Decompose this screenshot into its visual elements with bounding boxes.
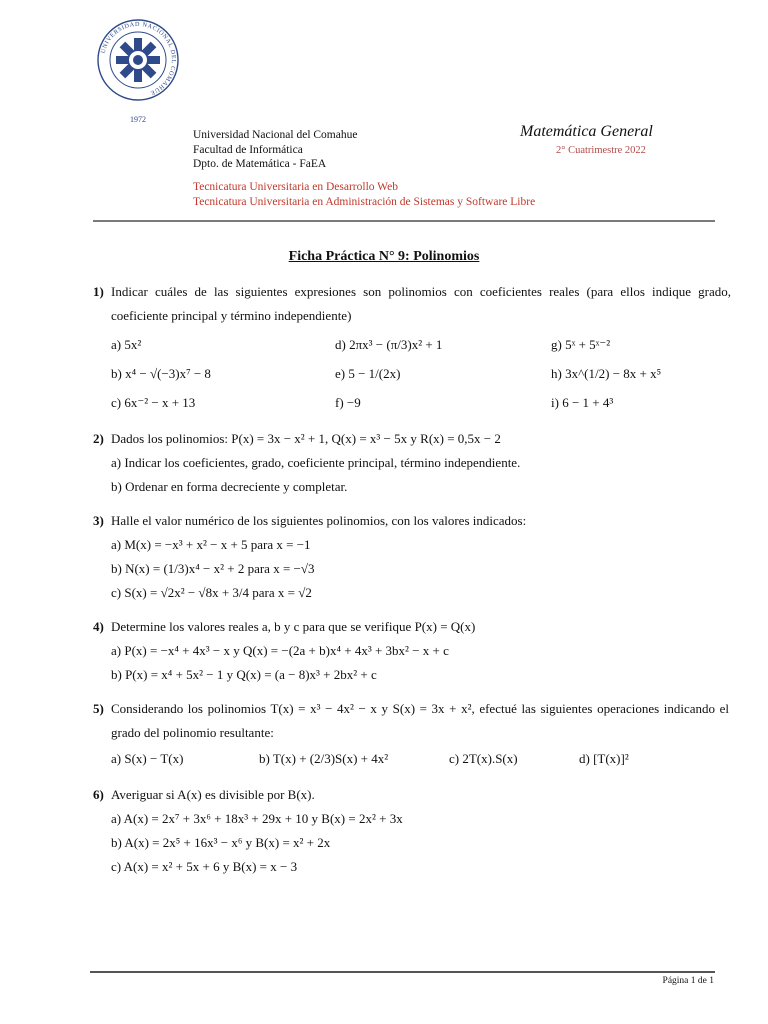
footer-divider — [90, 971, 715, 973]
page-number: Página 1 de 1 — [662, 976, 714, 986]
exercise-1 — [93, 280, 731, 417]
exercise-2 — [93, 427, 715, 499]
exercise-item: a) A(x) = 2x⁷ + 3x⁶ + 18x³ + 29x + 10 y B(x) = 2x² + 3x — [111, 811, 403, 826]
exercise-item: g) 5ˣ + 5ˣ⁻² — [551, 337, 611, 352]
exercise-item: d) 2πx³ − (π/3)x² + 1 — [335, 337, 443, 352]
exercise-item: c) S(x) = √2x² − √8x + 3/4 para x = √2 — [111, 585, 312, 600]
exercise-number: 1) — [93, 284, 104, 299]
exercise-item: a) M(x) = −x³ + x² − x + 5 para x = −1 — [111, 537, 311, 552]
department-name: Dpto. de Matemática - FaEA — [193, 158, 327, 170]
exercise-item: b) x⁴ − √(−3)x⁷ − 8 — [111, 366, 211, 381]
header-divider — [93, 220, 715, 222]
exercise-item: e) 5 − 1/(2x) — [335, 366, 401, 381]
exercise-statement: Determine los valores reales a, b y c para que se verifique P(x) = Q(x) — [111, 619, 476, 634]
exercise-item: f) −9 — [335, 395, 361, 410]
exercise-item: a) S(x) − T(x) — [111, 751, 184, 766]
exercise-4 — [93, 615, 715, 687]
course-term: 2° Cuatrimestre 2022 — [556, 145, 646, 156]
exercise-3 — [93, 509, 715, 605]
exercise-item: c) A(x) = x² + 5x + 6 y B(x) = x − 3 — [111, 859, 298, 874]
programs-block — [193, 180, 535, 209]
course-title: Matemática General — [520, 123, 653, 140]
exercise-item: c) 6x⁻² − x + 13 — [111, 395, 196, 410]
seal-year: 1972 — [130, 115, 146, 124]
exercise-item: c) 2T(x).S(x) — [449, 751, 518, 766]
program-1: Tecnicatura Universitaria en Desarrollo Web — [193, 181, 398, 193]
program-2: Tecnicatura Universitaria en Administración de Sistemas y Software Libre — [193, 195, 536, 208]
exercise-item: b) P(x) = x⁴ + 5x² − 1 y Q(x) = (a − 8)x³ + 2bx² + c — [111, 667, 377, 682]
exercise-item: i) 6 − 1 + 4³ — [551, 395, 614, 410]
exercise-item: b) N(x) = (1/3)x⁴ − x² + 2 para x = −√3 — [111, 561, 315, 576]
exercise-number: 6) — [93, 787, 104, 802]
document-title: Ficha Práctica N° 9: Polinomios — [288, 249, 480, 264]
exercise-6 — [93, 783, 715, 879]
seal-ring-text: UNIVERSIDAD NACIONAL DEL COMAHUE — [99, 20, 178, 97]
institution-block — [193, 128, 357, 172]
exercise-item: b) A(x) = 2x⁵ + 16x³ − x⁶ y B(x) = x² + 2x — [111, 835, 331, 850]
exercise-item: h) 3x^(1/2) − 8x + x⁵ — [551, 366, 662, 381]
university-name: Universidad Nacional del Comahue — [193, 129, 358, 141]
exercise-number: 3) — [93, 513, 104, 528]
exercise-statement: Dados los polinomios: P(x) = 3x − x² + 1, Q(x) = x³ − 5x y R(x) = 0,5x − 2 — [111, 431, 501, 446]
exercise-list — [93, 280, 731, 889]
exercise-statement: Considerando los polinomios T(x) = x³ − 4x² − x y S(x) = 3x + x², efectué las siguientes operaciones indicando el grado del polinomio resultante: — [111, 701, 729, 740]
exercise-item: b) Ordenar en forma decreciente y completar. — [111, 479, 348, 494]
exercise-item: a) P(x) = −x⁴ + 4x³ − x y Q(x) = −(2a + b)x⁴ + 4x³ + 3bx² − x + c — [111, 643, 449, 658]
exercise-number: 4) — [93, 619, 104, 634]
exercise-statement: Halle el valor numérico de los siguientes polinomios, con los valores indicados: — [111, 513, 527, 528]
exercise-item: a) 5x² — [111, 337, 142, 352]
exercise-number: 2) — [93, 431, 104, 446]
exercise-item: a) Indicar los coeficientes, grado, coeficiente principal, término independiente. — [111, 455, 521, 470]
university-seal-logo — [94, 12, 182, 124]
faculty-name: Facultad de Informática — [193, 143, 303, 156]
exercise-number: 5) — [93, 701, 104, 716]
exercise-statement: Averiguar si A(x) es divisible por B(x). — [111, 787, 315, 802]
exercise-5 — [93, 697, 729, 773]
exercise-item: b) T(x) + (2/3)S(x) + 4x² — [259, 751, 389, 766]
exercise-item: d) [T(x)]² — [579, 751, 629, 766]
university-seal-icon — [94, 12, 182, 124]
exercise-statement: Indicar cuáles de las siguientes expresiones son polinomios con coeficientes reales (para ellos indique grado, coeficiente principal y término independiente) — [111, 284, 731, 323]
